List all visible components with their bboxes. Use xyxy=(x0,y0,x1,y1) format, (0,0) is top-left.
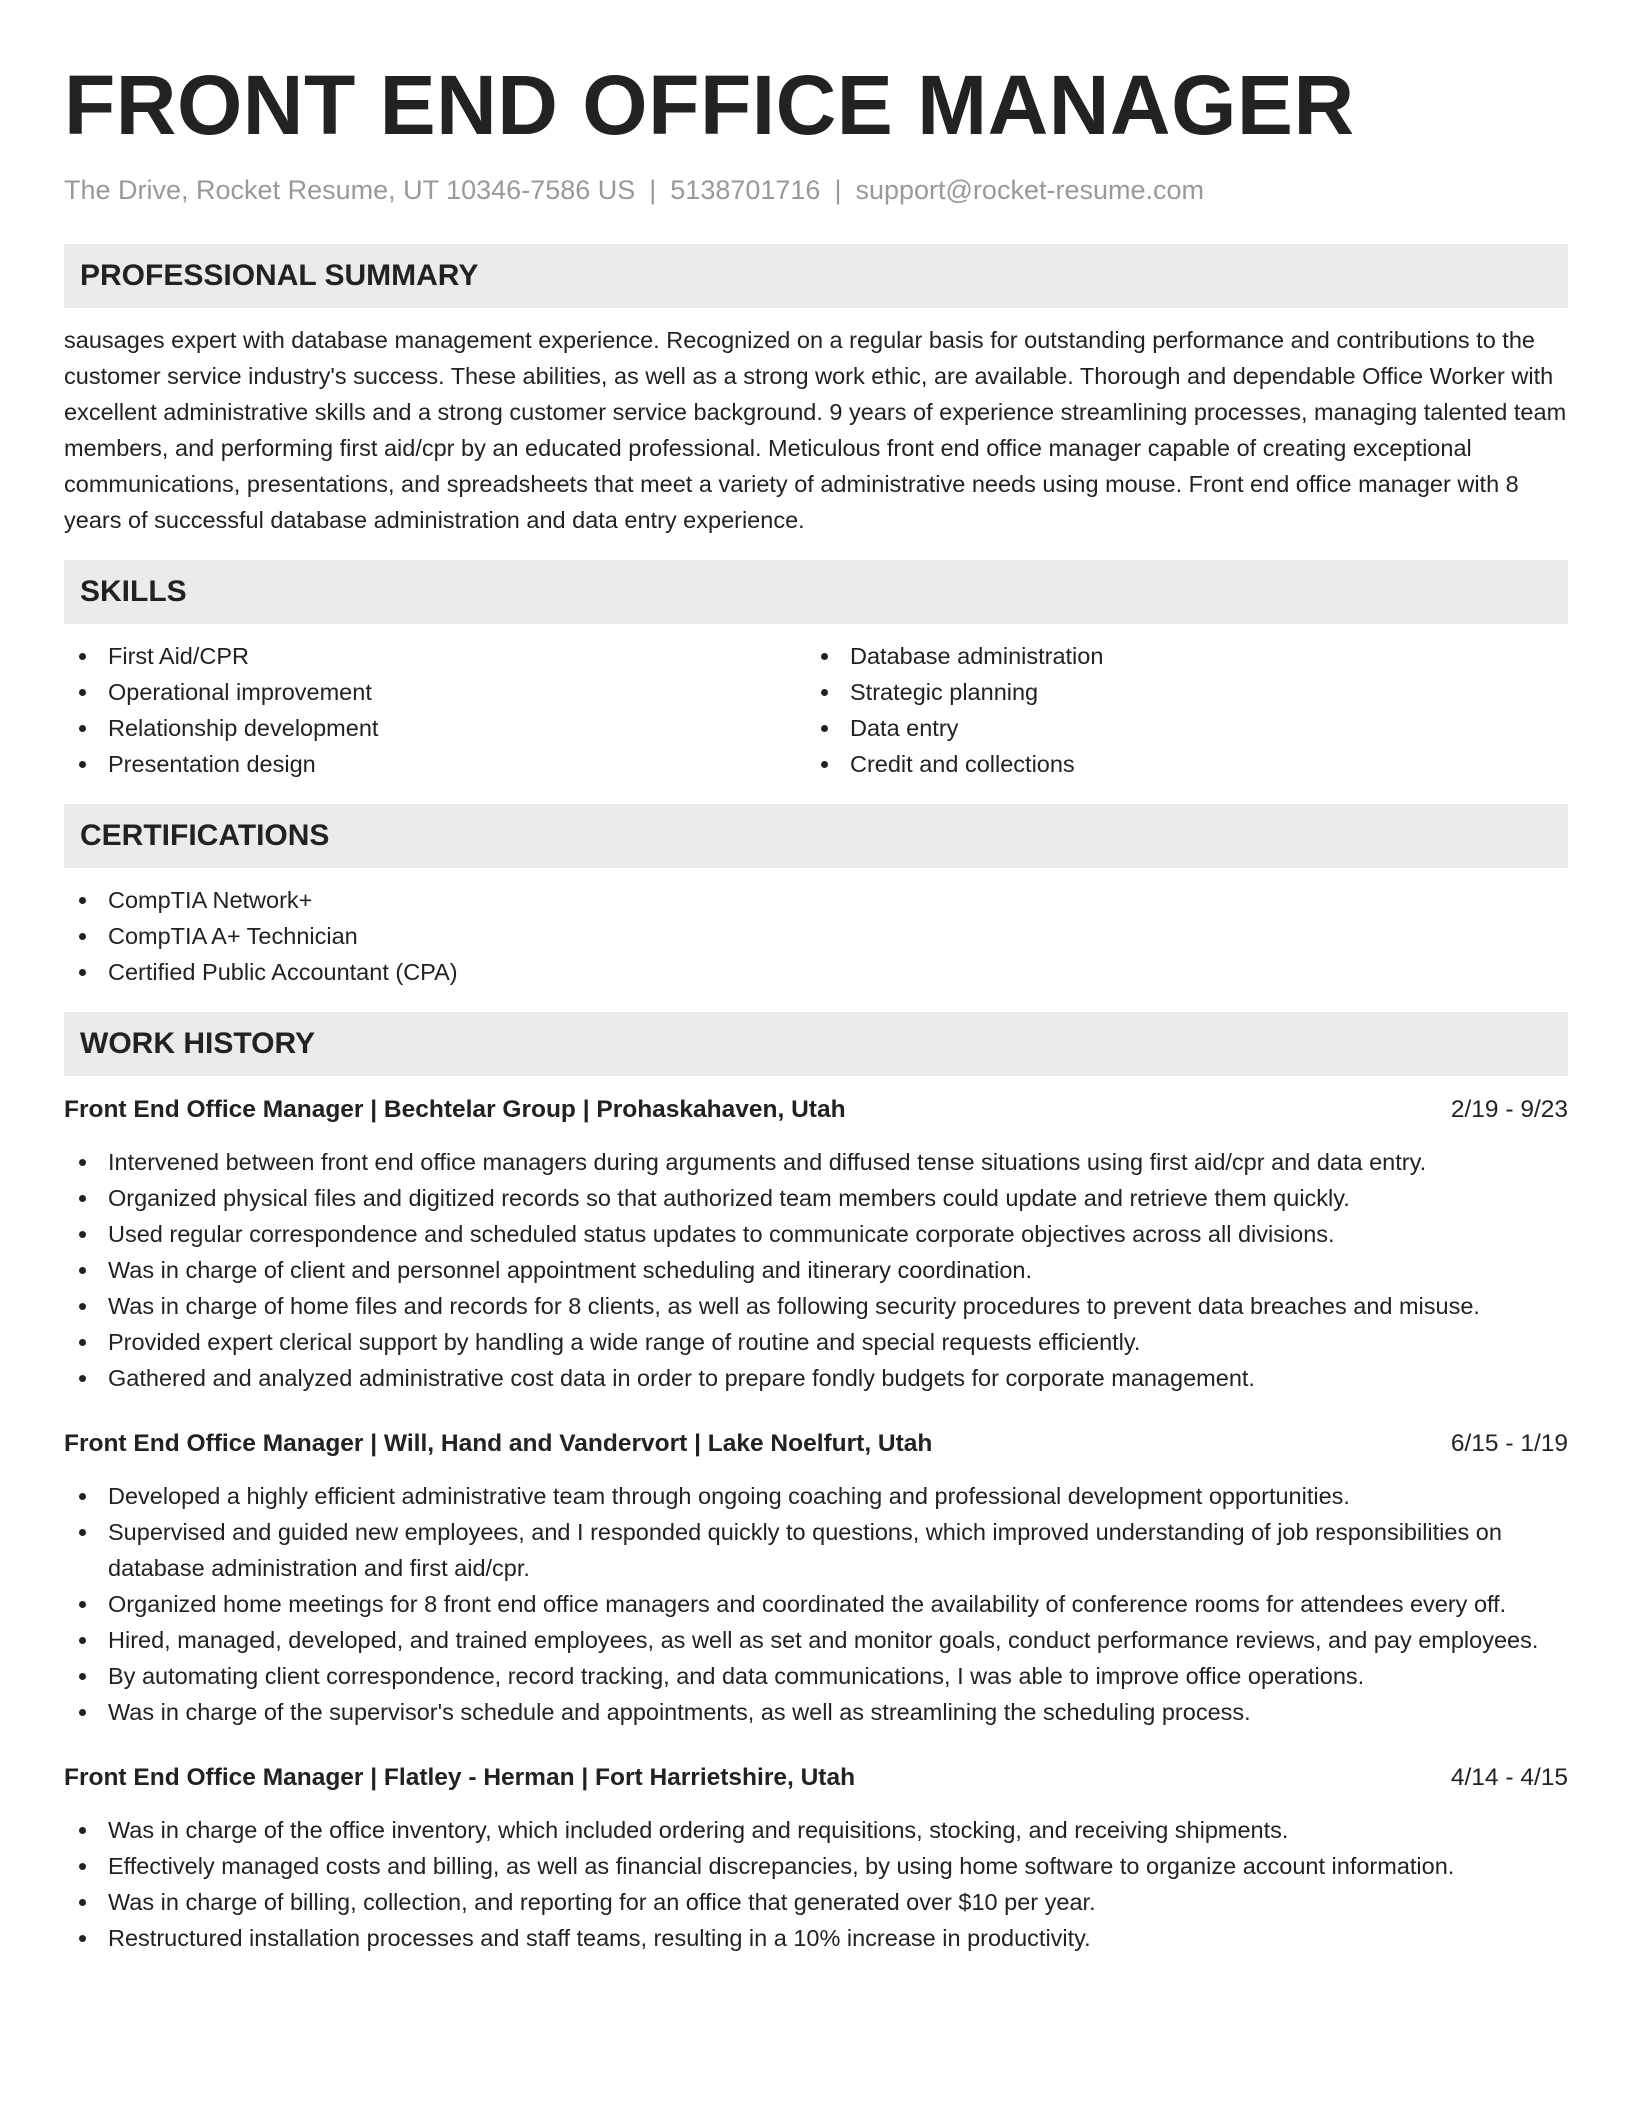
skill-item: Database administration xyxy=(806,638,1548,674)
job-heading: Front End Office Manager | Flatley - Herman | Fort Harrietshire, Utah xyxy=(64,1764,856,1791)
job-bullet: Was in charge of client and personnel appointment scheduling and itinerary coordination. xyxy=(64,1252,1568,1288)
job-bullet: Restructured installation processes and staff teams, resulting in a 10% increase in productivity. xyxy=(64,1920,1568,1956)
skills-grid xyxy=(64,638,1568,782)
job-header xyxy=(64,1426,1568,1462)
job-bullet-list xyxy=(64,1812,1568,1956)
work-history-section-header: WORK HISTORY xyxy=(64,1012,1568,1076)
skill-item: Presentation design xyxy=(64,746,806,782)
skills-list-right xyxy=(806,638,1548,782)
job-bullet-list xyxy=(64,1144,1568,1396)
job-entry xyxy=(64,1760,1568,1956)
certification-item: Certified Public Accountant (CPA) xyxy=(64,954,1568,990)
job-bullet: Intervened between front end office managers during arguments and diffused tense situations using first aid/cpr and data entry. xyxy=(64,1144,1568,1180)
certifications-list xyxy=(64,882,1568,990)
contact-phone: 5138701716 xyxy=(670,175,821,205)
job-entry xyxy=(64,1426,1568,1730)
certification-item: CompTIA Network+ xyxy=(64,882,1568,918)
job-header xyxy=(64,1760,1568,1796)
certification-item: CompTIA A+ Technician xyxy=(64,918,1568,954)
job-heading: Front End Office Manager | Will, Hand and Vandervort | Lake Noelfurt, Utah xyxy=(64,1430,933,1457)
job-bullet: By automating client correspondence, record tracking, and data communications, I was able to improve office operations. xyxy=(64,1658,1568,1694)
job-dates: 6/15 - 1/19 xyxy=(1450,1430,1568,1457)
job-bullet: Used regular correspondence and scheduled status updates to communicate corporate objectives across all divisions. xyxy=(64,1216,1568,1252)
job-bullet: Was in charge of the supervisor's schedule and appointments, as well as streamlining the scheduling process. xyxy=(64,1694,1568,1730)
skill-item: Operational improvement xyxy=(64,674,806,710)
job-bullet: Developed a highly efficient administrative team through ongoing coaching and professional development opportunities. xyxy=(64,1478,1568,1514)
job-bullet: Supervised and guided new employees, and I responded quickly to questions, which improved understanding of job responsibilities on database administration and first aid/cpr. xyxy=(64,1514,1568,1586)
job-bullet: Provided expert clerical support by handling a wide range of routine and special requests efficiently. xyxy=(64,1324,1568,1360)
skill-item: First Aid/CPR xyxy=(64,638,806,674)
job-bullet: Hired, managed, developed, and trained employees, as well as set and monitor goals, conduct performance reviews, and pay employees. xyxy=(64,1622,1568,1658)
job-bullet: Organized home meetings for 8 front end office managers and coordinated the availability of conference rooms for attendees every off. xyxy=(64,1586,1568,1622)
job-bullet: Organized physical files and digitized records so that authorized team members could update and retrieve them quickly. xyxy=(64,1180,1568,1216)
summary-section-header: PROFESSIONAL SUMMARY xyxy=(64,244,1568,308)
job-header xyxy=(64,1092,1568,1128)
certifications-section-header: CERTIFICATIONS xyxy=(64,804,1568,868)
job-bullet: Was in charge of billing, collection, and reporting for an office that generated over $10 per year. xyxy=(64,1884,1568,1920)
candidate-name: FRONT END OFFICE MANAGER xyxy=(64,58,1355,152)
job-dates: 2/19 - 9/23 xyxy=(1450,1096,1568,1123)
job-heading: Front End Office Manager | Bechtelar Group | Prohaskahaven, Utah xyxy=(64,1096,846,1123)
contact-line xyxy=(64,172,1568,208)
job-bullet: Was in charge of the office inventory, which included ordering and requisitions, stocking, and receiving shipments. xyxy=(64,1812,1568,1848)
contact-separator: | xyxy=(649,175,657,205)
job-entry xyxy=(64,1092,1568,1396)
job-bullet: Gathered and analyzed administrative cost data in order to prepare fondly budgets for corporate management. xyxy=(64,1360,1568,1396)
contact-email: support@rocket-resume.com xyxy=(855,175,1204,205)
job-bullet: Effectively managed costs and billing, as well as financial discrepancies, by using home software to organize account information. xyxy=(64,1848,1568,1884)
skills-list-left xyxy=(64,638,806,782)
skill-item: Relationship development xyxy=(64,710,806,746)
skills-section-header: SKILLS xyxy=(64,560,1568,624)
job-bullet-list xyxy=(64,1478,1568,1730)
skill-item: Strategic planning xyxy=(806,674,1548,710)
job-bullet: Was in charge of home files and records for 8 clients, as well as following security procedures to prevent data breaches and misuse. xyxy=(64,1288,1568,1324)
contact-separator: | xyxy=(834,175,842,205)
skill-item: Data entry xyxy=(806,710,1548,746)
summary-text: sausages expert with database management experience. Recognized on a regular basis for outstanding performance and contributions to the customer service industry's success. These abilities, as well as a strong work ethic, are available. Thorough and dependable Office Worker with excellent administrative skills and a strong customer service background. 9 years of experience streamlining processes, managing talented team members, and performing first aid/cpr by an educated professional. Meticulous front end office manager capable of creating exceptional communications, presentations, and spreadsheets that meet a variety of administrative needs using mouse. Front end office manager with 8 years of successful database administration and data entry experience. xyxy=(64,327,1567,533)
skill-item: Credit and collections xyxy=(806,746,1548,782)
contact-address: The Drive, Rocket Resume, UT 10346-7586 US xyxy=(64,175,636,205)
job-dates: 4/14 - 4/15 xyxy=(1450,1764,1568,1791)
